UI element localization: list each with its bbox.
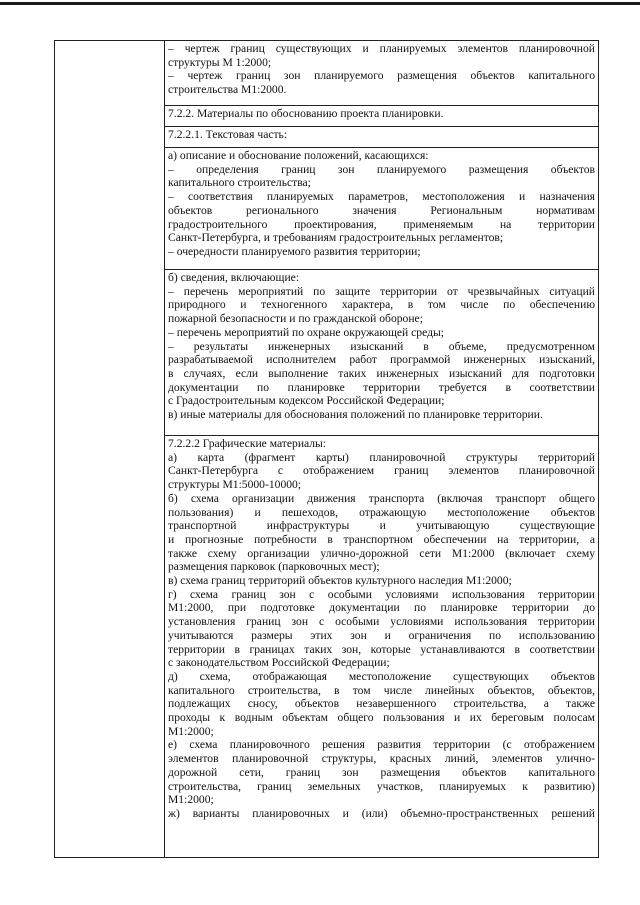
text-line: – соответствия планируемых параметров, местоположения и назначения — [168, 190, 595, 204]
table-row — [165, 126, 598, 147]
text-line: – очередности планируемого развития территории; — [168, 244, 421, 258]
text-line: в случаях, если выполнение таких инженерных изысканий для подготовки — [168, 366, 595, 380]
table-row — [165, 41, 598, 105]
text-line: структуры М1:5000-10000; — [168, 478, 302, 492]
text-line: строительства М1:2000. — [168, 83, 287, 97]
text-line: Санкт-Петербурга с отображением границ элементов планировочной — [168, 464, 595, 478]
text-line: установления границ зон с особыми условиями использования территории — [168, 615, 595, 629]
text-line: пользования) и пешеходов, отражающую местоположение объектов — [168, 505, 595, 519]
text-line: структуры М 1:2000; — [168, 55, 272, 69]
text-line: с Градостроительным кодексом Российской Федерации; — [168, 394, 445, 408]
text-line: объектов регионального значения Региональным нормативам — [168, 203, 595, 217]
text-line: 7.2.2. Материалы по обоснованию проекта планировки. — [168, 107, 444, 120]
table-row — [165, 435, 598, 857]
text-line: М1:2000; — [168, 793, 214, 807]
text-line: – результаты инженерных изысканий в объеме, предусмотренном — [168, 339, 595, 353]
left-empty-column — [55, 41, 165, 857]
text-line: подлежащих сносу, объектов незавершенного строительства, а также — [168, 697, 595, 711]
top-scan-border — [0, 2, 640, 5]
text-line: с законодательством Российской Федерации; — [168, 656, 390, 670]
table-row — [165, 269, 598, 435]
text-line: проходы к водным объектам общего пользования и их береговым полосам — [168, 711, 595, 725]
text-line: в) иные материалы для обоснования положений по планировке территории. — [168, 408, 543, 422]
text-line: транспортной инфраструктуры и учитывающую существующие — [168, 519, 595, 533]
text-line: ж) варианты планировочных и (или) объемно-пространственных решений — [168, 806, 595, 820]
text-line: строительства, границ земельных участков, планируемых к развитию) — [168, 779, 595, 793]
text-line: 7.2.2.1. Текстовая часть: — [168, 128, 288, 141]
text-line: пожарной безопасности и по гражданской обороне; — [168, 312, 423, 326]
text-line: д) схема, отображающая местоположение существующих объектов — [168, 669, 595, 683]
text-line: М1:2000; — [168, 724, 214, 738]
document-table — [54, 40, 599, 858]
text-line: а) описание и обоснование положений, касающихся: — [168, 149, 429, 162]
text-line: г) схема границ зон с особыми условиями использования территории — [168, 587, 595, 601]
text-line: – чертеж границ существующих и планируемых элементов планировочной — [168, 42, 595, 55]
text-line: документации по планировке территории требуется в соответствии — [168, 380, 595, 394]
text-line: б) схема организации движения транспорта (включая транспорт общего — [168, 491, 595, 505]
text-line: размещения парковок (парковочных мест); — [168, 560, 380, 574]
text-line: учитываются размеры этих зон и ограничения по использованию — [168, 628, 595, 642]
text-line: разрабатываемой исполнителем работ программой инженерных изысканий, — [168, 353, 595, 367]
text-line: капитального строительства, в том числе линейных объектов, объектов, — [168, 683, 595, 697]
text-line: градостроительного проектирования, применяемым на территории — [168, 217, 595, 231]
text-line: – чертеж границ зон планируемого размещения объектов капитального — [168, 69, 595, 83]
text-line: – перечень мероприятий по защите территории от чрезвычайных ситуаций — [168, 284, 595, 298]
text-line: и прогнозные потребности в транспортном обеспечении на территории, а — [168, 532, 595, 546]
content-column — [165, 41, 598, 857]
text-line: территории в границах таких зон, которые устанавливаются в соответствии — [168, 642, 595, 656]
text-line: также схему организации улично-дорожной сети М1:2000 (включает схему — [168, 546, 595, 560]
text-line: е) схема планировочного решения развития территории (с отображением — [168, 738, 595, 752]
text-line: в) схема границ территорий объектов культурного наследия М1:2000; — [168, 574, 512, 588]
text-line: природного и техногенного характера, в том числе по обеспечению — [168, 298, 595, 312]
text-line: капитального строительства; — [168, 176, 311, 190]
text-line: б) сведения, включающие: — [168, 271, 300, 284]
text-line: – определения границ зон планируемого размещения объектов — [168, 162, 595, 176]
text-line: а) карта (фрагмент карты) планировочной структуры территорий — [168, 450, 595, 464]
text-line: дорожной сети, границ зон размещения объектов капитального — [168, 765, 595, 779]
text-line: Санкт-Петербурга, и требованиям градостроительных регламентов; — [168, 231, 504, 245]
text-line: элементов планировочной структуры, красных линий, элементов улично- — [168, 752, 595, 766]
text-line: 7.2.2.2 Графические материалы: — [168, 437, 327, 450]
table-row — [165, 147, 598, 269]
text-line: М1:2000, при подготовке документации по планировке территории до — [168, 601, 595, 615]
text-line: – перечень мероприятий по охране окружающей среды; — [168, 325, 445, 339]
table-row — [165, 105, 598, 126]
